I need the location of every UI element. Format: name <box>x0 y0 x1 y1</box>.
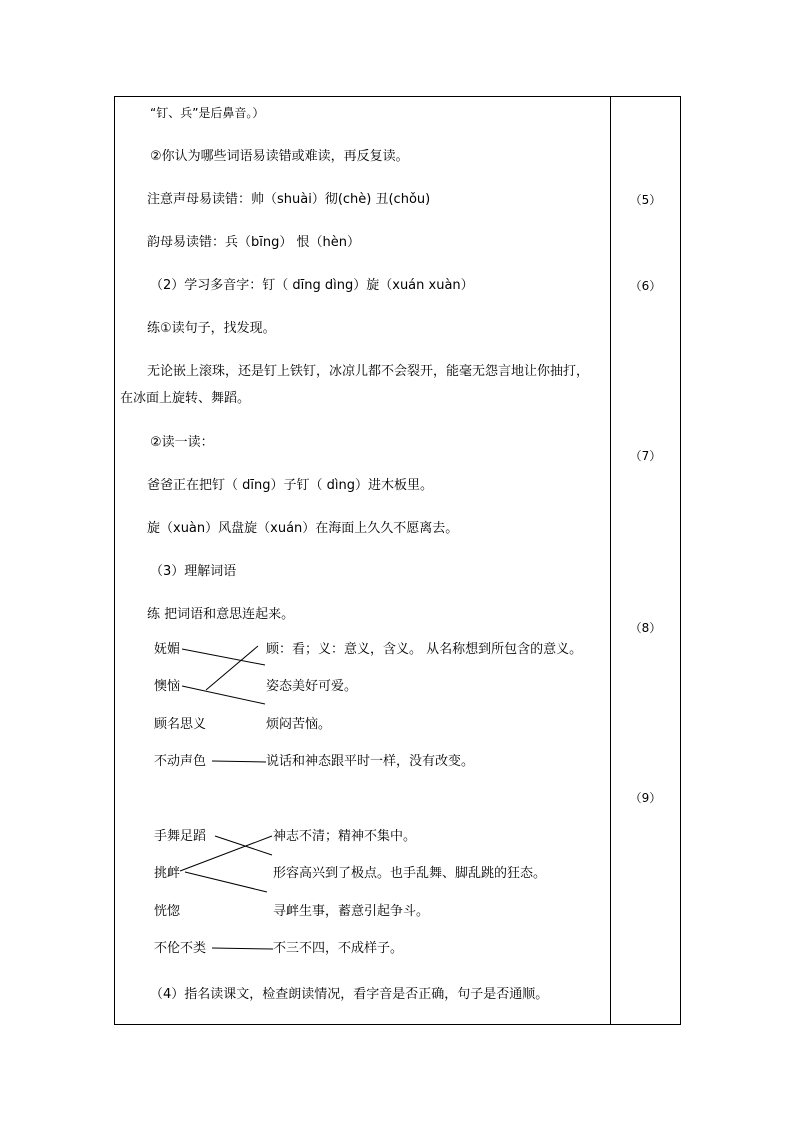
match1-word: 妩媚 <box>154 642 181 657</box>
match2-word: 手舞足蹈 <box>154 829 207 844</box>
text-line-8: ②读一读： <box>150 435 214 450</box>
text-paragraph-7: 无论嵌上滚珠，还是钉上铁钉，冰凉儿都不会裂开，能毫无怨言地让你抽打，在冰面上旋转、舞蹈。 <box>120 364 590 406</box>
side-number: （5） <box>629 193 662 207</box>
match2-word: 挑衅 <box>154 866 181 881</box>
match1-meaning: 姿态美好可爱。 <box>266 679 358 694</box>
text-line-6: 练①读句子，找发现。 <box>147 321 276 336</box>
text-line-1: “钉、兵”是后鼻音。） <box>150 106 265 120</box>
match1-word: 不动声色 <box>154 754 207 769</box>
match1-word: 懊恼 <box>154 679 181 694</box>
text-line-10: 旋（xuàn）风盘旋（xuán）在海面上久久不愿离去。 <box>147 521 459 536</box>
text-line-3: 注意声母易读错：帅（shuài）彻(chè) 丑(chǒu) <box>147 192 431 207</box>
text-line-12: 练 把词语和意思连起来。 <box>147 607 295 622</box>
side-number: （9） <box>629 791 662 805</box>
match1-meaning: 顾：看；义：意义，含义。 从名称想到所包含的意义。 <box>266 642 583 657</box>
match1-word: 顾名思义 <box>154 717 207 732</box>
match2-meaning: 形容高兴到了极点。也手乱舞、脚乱跳的狂态。 <box>273 866 547 881</box>
text-line-2: ②你认为哪些词语易读错或难读，再反复读。 <box>150 149 409 164</box>
text-line-final: （4）指名读课文，检查朗读情况，看字音是否正确，句子是否通顺。 <box>150 987 549 1002</box>
side-number: （7） <box>629 449 662 463</box>
side-number: （6） <box>629 279 662 293</box>
side-number: （8） <box>629 621 662 635</box>
match2-meaning: 寻衅生事，蓄意引起争斗。 <box>273 904 430 919</box>
match2-meaning: 不三不四，不成样子。 <box>273 941 404 956</box>
text-line-4: 韵母易读错：兵（bīng） 恨（hèn） <box>147 235 360 250</box>
match2-word: 恍惚 <box>154 904 181 919</box>
match1-meaning: 说话和神态跟平时一样，没有改变。 <box>266 754 475 769</box>
table-cell-side <box>610 96 681 1025</box>
text-line-11: （3）理解词语 <box>150 564 237 579</box>
match1-meaning: 烦闷苦恼。 <box>266 717 332 732</box>
text-line-5: （2）学习多音字：钉（ dīng dìng）旋（xuán xuàn） <box>150 278 474 293</box>
text-line-9: 爸爸正在把钉（ dīng）子钉（ dìng）进木板里。 <box>147 478 433 493</box>
match2-word: 不伦不类 <box>154 941 207 956</box>
match2-meaning: 神志不清；精神不集中。 <box>273 829 417 844</box>
